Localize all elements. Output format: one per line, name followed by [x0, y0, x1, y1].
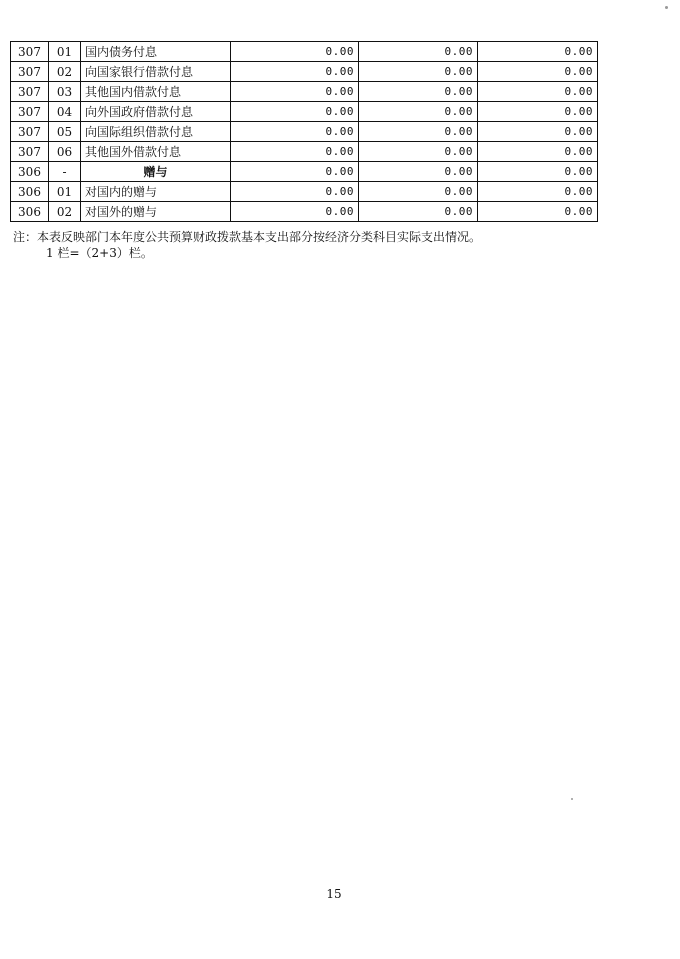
column-2-amount-cell: 0.00 — [359, 142, 478, 162]
class-code-cell: 307 — [11, 142, 49, 162]
table-row — [11, 122, 598, 142]
column-2-amount-cell: 0.00 — [359, 202, 478, 222]
column-3-amount-cell: 0.00 — [478, 82, 598, 102]
item-name-cell: 向国家银行借款付息 — [81, 62, 231, 82]
item-name-cell: 其他国外借款付息 — [81, 142, 231, 162]
item-code-cell: 06 — [49, 142, 81, 162]
class-code-cell: 306 — [11, 162, 49, 182]
item-name-cell: 对国内的赠与 — [81, 182, 231, 202]
column-3-amount-cell: 0.00 — [478, 142, 598, 162]
total-amount-cell: 0.00 — [231, 162, 359, 182]
column-3-amount-cell: 0.00 — [478, 122, 598, 142]
item-code-cell: - — [49, 162, 81, 182]
column-2-amount-cell: 0.00 — [359, 42, 478, 62]
class-code-cell: 306 — [11, 182, 49, 202]
class-code-cell: 307 — [11, 42, 49, 62]
column-3-amount-cell: 0.00 — [478, 62, 598, 82]
table-row — [11, 102, 598, 122]
table-body — [11, 42, 598, 222]
total-amount-cell: 0.00 — [231, 82, 359, 102]
item-name-cell: 对国外的赠与 — [81, 202, 231, 222]
column-3-amount-cell: 0.00 — [478, 42, 598, 62]
class-code-cell: 307 — [11, 102, 49, 122]
expenditure-table — [10, 41, 598, 222]
item-code-cell: 01 — [49, 182, 81, 202]
total-amount-cell: 0.00 — [231, 182, 359, 202]
item-name-cell: 国内债务付息 — [81, 42, 231, 62]
column-2-amount-cell: 0.00 — [359, 102, 478, 122]
column-3-amount-cell: 0.00 — [478, 202, 598, 222]
total-amount-cell: 0.00 — [231, 102, 359, 122]
class-code-cell: 307 — [11, 62, 49, 82]
column-2-amount-cell: 0.00 — [359, 62, 478, 82]
total-amount-cell: 0.00 — [231, 62, 359, 82]
item-code-cell: 04 — [49, 102, 81, 122]
total-amount-cell: 0.00 — [231, 202, 359, 222]
column-3-amount-cell: 0.00 — [478, 162, 598, 182]
table-row — [11, 142, 598, 162]
total-amount-cell: 0.00 — [231, 42, 359, 62]
item-code-cell: 02 — [49, 202, 81, 222]
class-code-cell: 306 — [11, 202, 49, 222]
item-name-cell: 向外国政府借款付息 — [81, 102, 231, 122]
table-row — [11, 62, 598, 82]
item-code-cell: 03 — [49, 82, 81, 102]
table-note: 注：本表反映部门本年度公共预算财政拨款基本支出部分按经济分类科目实际支出情况。 — [13, 230, 482, 244]
column-2-amount-cell: 0.00 — [359, 82, 478, 102]
column-formula-note: 1 栏=（2+3）栏。 — [46, 246, 153, 260]
item-name-cell: 赠与 — [81, 162, 231, 182]
scan-speck — [665, 6, 668, 9]
column-3-amount-cell: 0.00 — [478, 102, 598, 122]
column-3-amount-cell: 0.00 — [478, 182, 598, 202]
table-row — [11, 202, 598, 222]
item-code-cell: 05 — [49, 122, 81, 142]
item-code-cell: 01 — [49, 42, 81, 62]
page-number: 15 — [326, 887, 342, 901]
class-code-cell: 307 — [11, 122, 49, 142]
total-amount-cell: 0.00 — [231, 122, 359, 142]
table-row — [11, 42, 598, 62]
table-row — [11, 162, 598, 182]
column-2-amount-cell: 0.00 — [359, 162, 478, 182]
table-row — [11, 182, 598, 202]
column-2-amount-cell: 0.00 — [359, 182, 478, 202]
total-amount-cell: 0.00 — [231, 142, 359, 162]
scan-speck — [571, 798, 573, 800]
table-row — [11, 82, 598, 102]
class-code-cell: 307 — [11, 82, 49, 102]
item-code-cell: 02 — [49, 62, 81, 82]
column-2-amount-cell: 0.00 — [359, 122, 478, 142]
item-name-cell: 其他国内借款付息 — [81, 82, 231, 102]
item-name-cell: 向国际组织借款付息 — [81, 122, 231, 142]
